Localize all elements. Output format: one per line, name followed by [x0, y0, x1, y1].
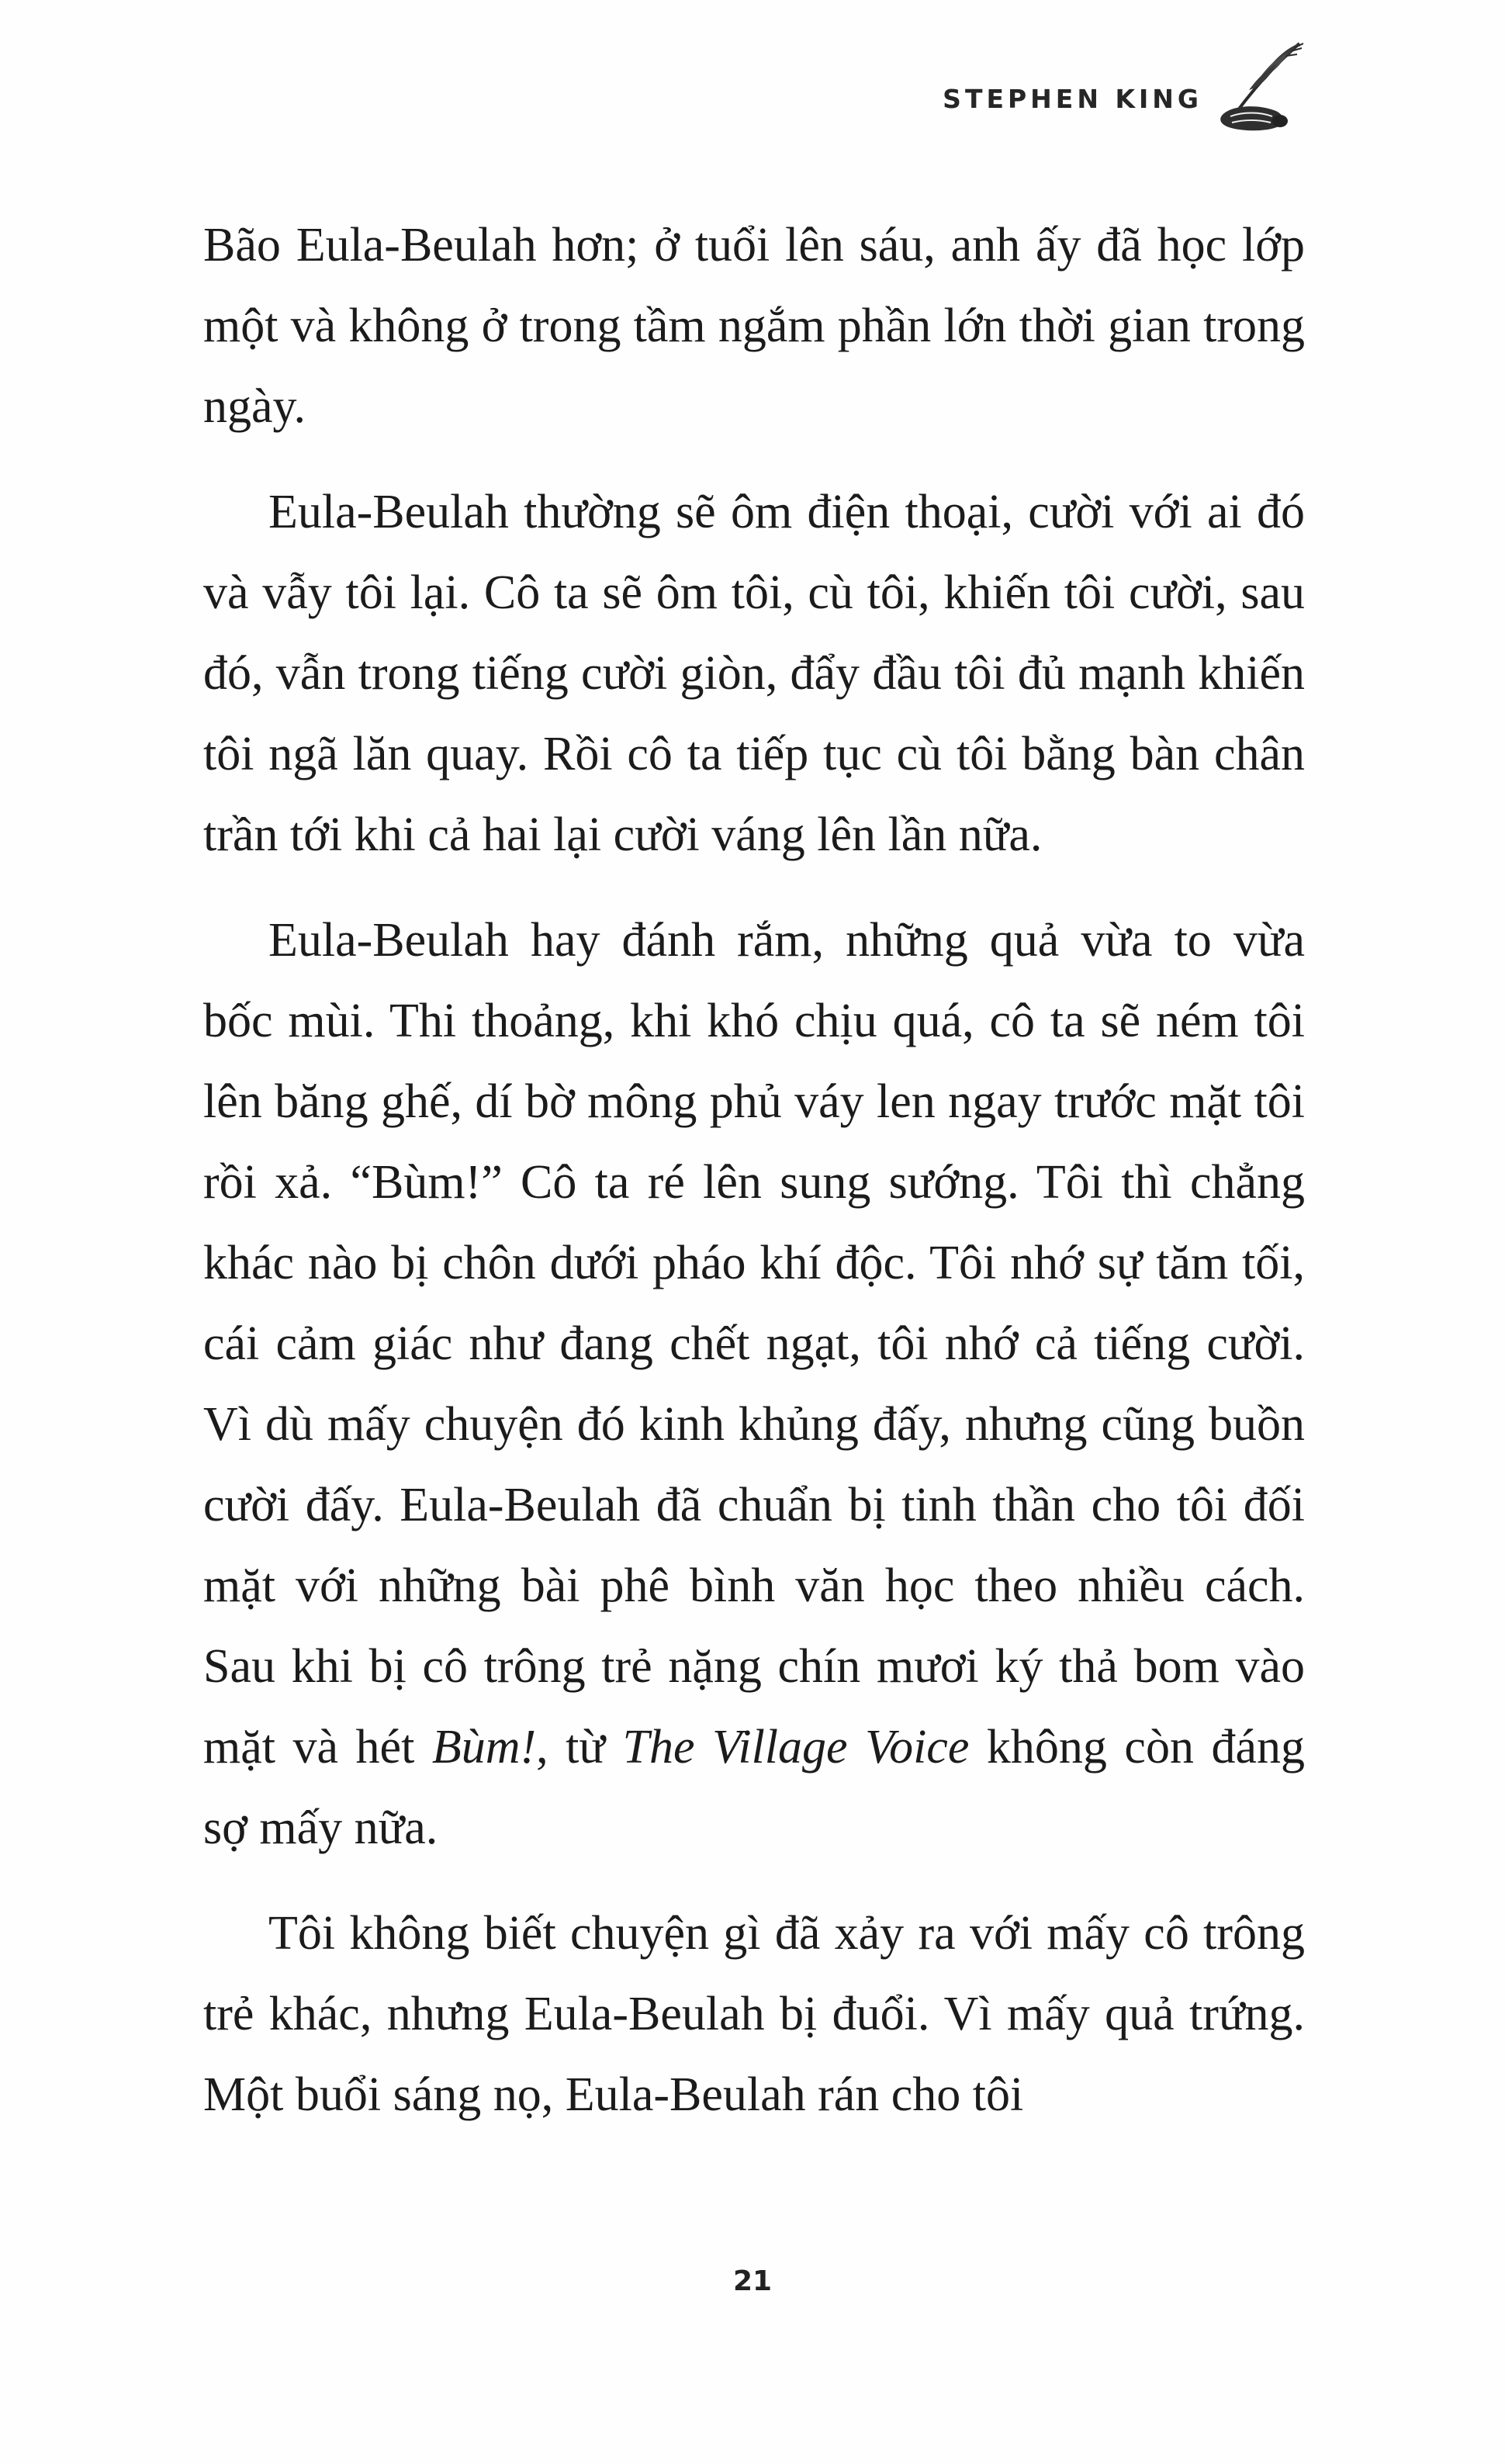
paragraph: [203, 472, 1305, 875]
text-run: Tôi không biết chuyện gì đã xảy ra với mấy cô trông trẻ khác, nhưng Eula-Beulah bị đuổi. Vì mấy quả trứng. Một buổi sáng nọ, Eula-Beulah rán cho tôi: [203, 1907, 1305, 2121]
paragraph: [203, 1893, 1305, 2135]
quill-pen-icon: [1202, 29, 1319, 146]
text-run: Eula-Beulah hay đánh rắm, những quả vừa to vừa bốc mùi. Thi thoảng, khi khó chịu quá, cô ta sẽ ném tôi lên băng ghế, dí bờ mông phủ váy len ngay trước mặt tôi rồi xả. “Bùm!” Cô ta ré lên sung sướng. Tôi thì chẳng khác nào bị chôn dưới pháo khí độc. Tôi nhớ sự tăm tối, cái cảm giác như đang chết ngạt, tôi nhớ cả tiếng cười. Vì dù mấy chuyện đó kinh khủng đấy, nhưng cũng buồn cười đấy. Eula-Beulah đã chuẩn bị tinh thần cho tôi đối mặt với những bài phê bình văn học theo nhiều cách. Sau khi bị cô trông trẻ nặng chín mươi ký thả bom vào mặt và hét: [203, 914, 1305, 1774]
text-run: , từ: [536, 1721, 623, 1774]
paragraph-continuation: [203, 205, 1305, 447]
body-text: [203, 205, 1305, 2135]
paragraph: [203, 900, 1305, 1868]
text-run: không còn đáng sợ mấy nữa.: [203, 1721, 1305, 1854]
running-head-author: STEPHEN KING: [943, 84, 1202, 114]
text-run: Bão Eula-Beulah hơn; ở tuổi lên sáu, anh ấy đã học lớp một và không ở trong tầm ngắm phần lớn thời gian trong ngày.: [203, 219, 1305, 433]
page-number: 21: [732, 2265, 773, 2297]
italic-text-run: The Village Voice: [622, 1721, 970, 1774]
italic-text-run: Bùm!: [431, 1721, 537, 1774]
text-run: Eula-Beulah thường sẽ ôm điện thoại, cười với ai đó và vẫy tôi lại. Cô ta sẽ ôm tôi, cù tôi, khiến tôi cười, sau đó, vẫn trong tiếng cười giòn, đẩy đầu tôi đủ mạnh khiến tôi ngã lăn quay. Rồi cô ta tiếp tục cù tôi bằng bàn chân trần tới khi cả hai lại cười váng lên lần nữa.: [203, 486, 1305, 861]
